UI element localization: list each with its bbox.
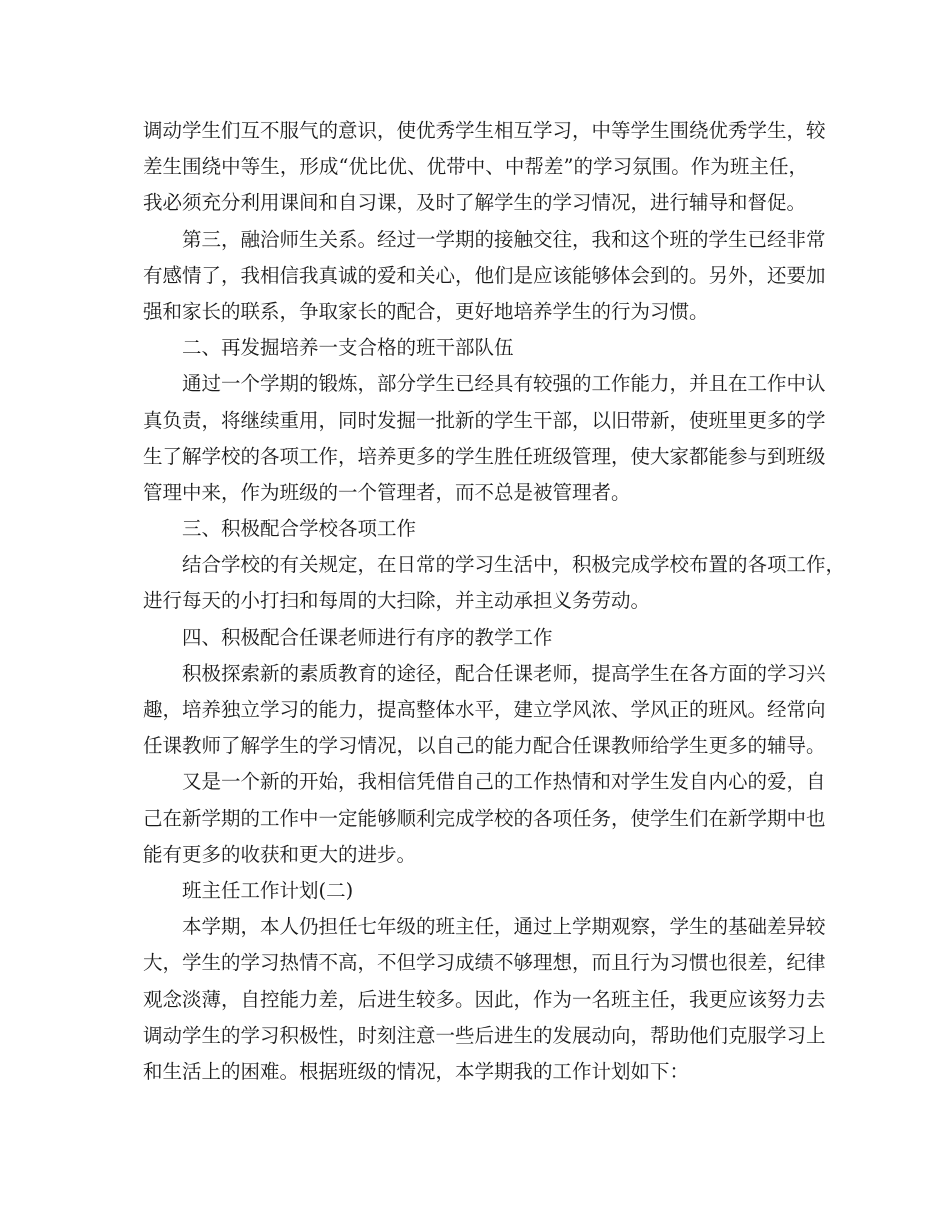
- text-line: 强和家长的联系，争取家长的配合，更好地培养学生的行为习惯。: [143, 299, 709, 323]
- text-line: 真负责，将继续重用，同时发掘一批新的学生干部，以旧带新，使班里更多的学: [143, 408, 826, 432]
- text-line: 观念淡薄，自控能力差，后进生较多。因此，作为一名班主任，我更应该努力去: [143, 987, 826, 1011]
- text-line: 生了解学校的各项工作，培养更多的学生胜任班级管理，使大家都能参与到班级: [143, 444, 826, 468]
- text-line: 差生围绕中等生，形成“优比优、优带中、中帮差”的学习氛围。作为班主任，: [143, 155, 808, 179]
- text-line: 和生活上的困难。根据班级的情况，本学期我的工作计划如下：: [143, 1059, 690, 1083]
- text-line: 本学期，本人仍担任七年级的班主任，通过上学期观察，学生的基础差异较: [182, 915, 826, 939]
- text-line: 调动学生的学习积极性，时刻注意一些后进生的发展动向，帮助他们克服学习上: [143, 1023, 826, 1047]
- text-line: 管理中来，作为班级的一个管理者，而不总是被管理者。: [143, 480, 631, 504]
- text-line: 通过一个学期的锻炼，部分学生已经具有较强的工作能力，并且在工作中认: [182, 372, 826, 396]
- text-line: 三、积极配合学校各项工作: [182, 517, 417, 541]
- text-line: 四、积极配合任课老师进行有序的教学工作: [182, 625, 553, 649]
- text-line: 二、再发掘培养一支合格的班干部队伍: [182, 336, 514, 360]
- text-line: 己在新学期的工作中一定能够顺利完成学校的各项任务，使学生们在新学期中也: [143, 806, 826, 830]
- text-line: 能有更多的收获和更大的进步。: [143, 842, 417, 866]
- text-line: 趣，培养独立学习的能力，提高整体水平，建立学风浓、学风正的班风。经常向: [143, 698, 826, 721]
- text-line: 班主任工作计划(二): [182, 878, 354, 902]
- text-line: 任课教师了解学生的学习情况，以自己的能力配合任课教师给学生更多的辅导。: [143, 734, 826, 758]
- text-line: 调动学生们互不服气的意识，使优秀学生相互学习，中等学生围绕优秀学生，较: [143, 119, 826, 142]
- text-line: 进行每天的小打扫和每周的大扫除，并主动承担义务劳动。: [143, 589, 651, 613]
- text-line: 大，学生的学习热情不高，不但学习成绩不够理想，而且行为习惯也很差，纪律: [143, 951, 826, 975]
- text-line: 又是一个新的开始，我相信凭借自己的工作热情和对学生发自内心的爱，自: [182, 770, 826, 794]
- text-line: 有感情了，我相信我真诚的爱和关心，他们是应该能够体会到的。另外，还要加: [143, 263, 826, 287]
- text-line: 积极探索新的素质教育的途径，配合任课老师，提高学生在各方面的学习兴: [182, 661, 826, 685]
- document-body: [143, 113, 846, 1090]
- text-line: 第三，融洽师生关系。经过一学期的接触交往，我和这个班的学生已经非常: [182, 227, 826, 251]
- text-line: 结合学校的有关规定，在日常的学习生活中，积极完成学校布置的各项工作，: [182, 553, 846, 577]
- text-line: 我必须充分利用课间和自习课，及时了解学生的学习情况，进行辅导和督促。: [143, 191, 807, 215]
